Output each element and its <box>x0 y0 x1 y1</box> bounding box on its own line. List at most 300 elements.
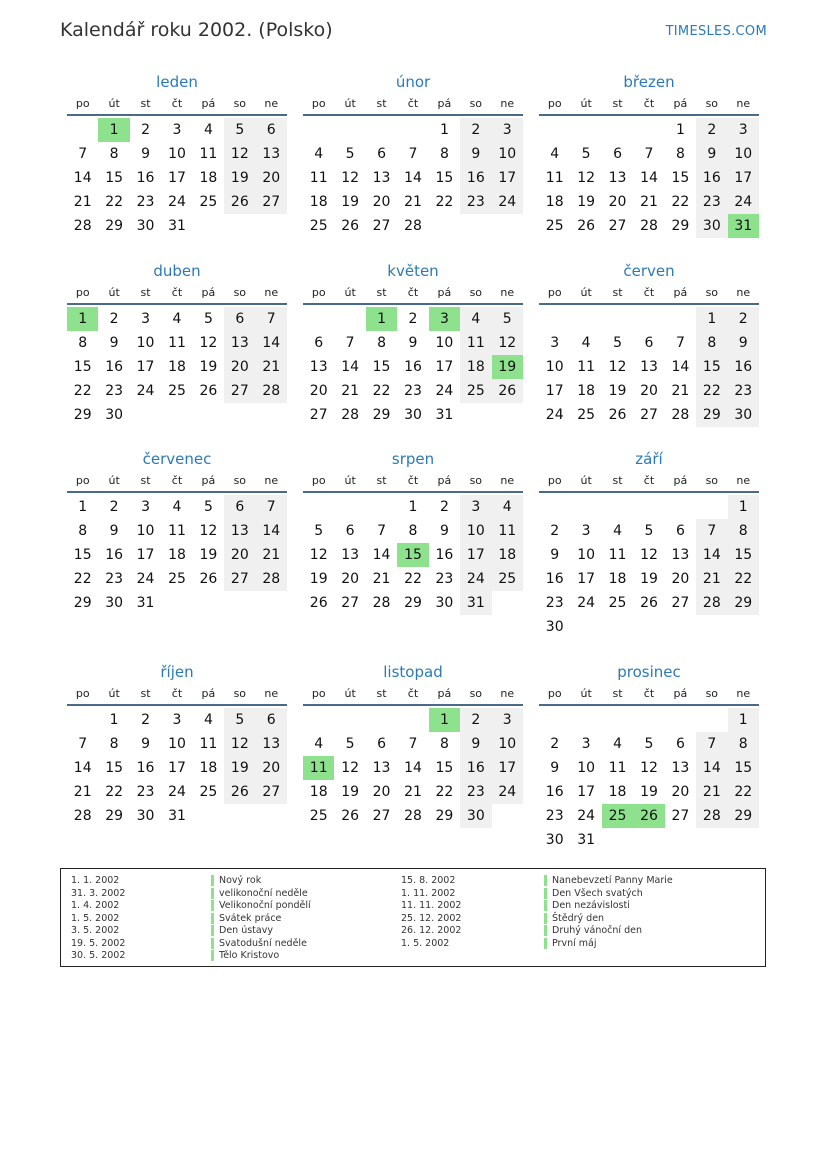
day-cell: 16 <box>545 784 564 800</box>
day-cell: 5 <box>581 146 591 162</box>
day-cell: 5 <box>224 118 255 142</box>
day-cell: 19 <box>309 571 328 587</box>
week-row <box>67 756 287 780</box>
empty-cell <box>67 708 98 732</box>
day-cell: 14 <box>73 760 92 776</box>
day-cell: 27 <box>671 595 690 611</box>
week-row <box>539 615 759 639</box>
week-row <box>539 519 759 543</box>
day-cell: 13 <box>608 170 627 186</box>
day-cell: 18 <box>608 784 627 800</box>
day-cell: 26 <box>199 571 218 587</box>
day-cell: 5 <box>492 307 523 331</box>
month-8 <box>303 447 523 615</box>
day-cell: 29 <box>435 808 454 824</box>
day-cell: 15 <box>728 756 759 780</box>
month-name: září <box>635 450 663 468</box>
day-cell: 30 <box>136 808 155 824</box>
empty-cell <box>539 118 570 142</box>
week-row <box>539 331 759 355</box>
weekday-label: út <box>580 286 592 299</box>
holiday-day-cell: 31 <box>728 214 759 238</box>
day-cell: 2 <box>728 307 759 331</box>
day-cell: 25 <box>199 784 218 800</box>
empty-cell <box>633 708 664 732</box>
week-row <box>303 804 523 828</box>
month-2 <box>303 70 523 238</box>
weekday-label: út <box>580 687 592 700</box>
weekday-label: ne <box>500 687 515 700</box>
weekday-label: so <box>469 474 483 487</box>
day-cell: 14 <box>341 359 360 375</box>
empty-cell <box>193 403 224 427</box>
day-cell: 23 <box>460 190 491 214</box>
month-name: červenec <box>142 450 212 468</box>
day-cell: 8 <box>78 523 88 539</box>
weekday-label: po <box>75 286 90 299</box>
empty-cell <box>161 591 192 615</box>
weekday-label: pá <box>673 286 688 299</box>
day-cell: 15 <box>105 760 124 776</box>
day-cell: 9 <box>460 142 491 166</box>
brand-logo[interactable]: TIMESLES.COM <box>665 24 767 39</box>
day-cell: 19 <box>640 784 658 800</box>
day-cell: 18 <box>460 355 491 379</box>
legend-holiday-name: Svatodušní neděle <box>211 938 307 949</box>
day-cell: 28 <box>341 407 360 423</box>
weekday-label: po <box>311 687 326 700</box>
day-cell: 21 <box>341 383 360 399</box>
day-cell: 26 <box>492 379 523 403</box>
weekday-label: pá <box>673 474 688 487</box>
day-cell: 18 <box>309 784 328 800</box>
week-row <box>67 118 287 142</box>
day-cell: 17 <box>545 383 564 399</box>
empty-cell <box>256 591 287 615</box>
week-row <box>539 190 759 214</box>
weekday-label: čt <box>643 97 655 110</box>
day-cell: 10 <box>460 519 491 543</box>
day-cell: 4 <box>613 523 623 539</box>
legend-holiday-name: Svátek práce <box>211 913 281 924</box>
empty-cell <box>334 708 365 732</box>
day-cell: 15 <box>671 170 690 186</box>
day-cell: 25 <box>309 808 328 824</box>
day-cell: 21 <box>73 194 92 210</box>
weekday-label: čt <box>407 286 419 299</box>
day-cell: 14 <box>671 359 690 375</box>
day-cell: 23 <box>105 571 124 587</box>
legend-holiday-name: Tělo Kristovo <box>211 950 279 961</box>
day-cell: 8 <box>109 146 119 162</box>
day-cell: 5 <box>644 523 654 539</box>
empty-cell <box>570 118 601 142</box>
weekday-label: st <box>140 97 151 110</box>
empty-cell <box>334 118 365 142</box>
day-cell: 25 <box>577 407 596 423</box>
month-name: květen <box>387 262 439 280</box>
month-1 <box>67 70 287 238</box>
weekday-label: pá <box>673 687 688 700</box>
day-cell: 20 <box>372 194 391 210</box>
day-cell: 21 <box>404 784 422 800</box>
day-cell: 27 <box>224 379 255 403</box>
day-cell: 28 <box>256 567 287 591</box>
day-cell: 26 <box>608 407 627 423</box>
day-cell: 2 <box>141 122 151 138</box>
legend-date: 1. 11. 2002 <box>401 887 456 899</box>
empty-cell <box>492 214 523 238</box>
weekday-label: ne <box>264 286 279 299</box>
day-cell: 26 <box>640 595 658 611</box>
day-cell: 24 <box>728 190 759 214</box>
empty-cell <box>256 804 287 828</box>
day-cell: 26 <box>309 595 328 611</box>
day-cell: 26 <box>341 218 360 234</box>
day-cell: 11 <box>577 359 596 375</box>
day-cell: 31 <box>168 218 186 234</box>
day-cell: 25 <box>492 567 523 591</box>
day-cell: 29 <box>73 595 92 611</box>
day-cell: 11 <box>545 170 564 186</box>
empty-cell <box>397 118 428 142</box>
day-cell: 2 <box>550 736 560 752</box>
day-cell: 27 <box>608 218 627 234</box>
empty-cell <box>366 708 397 732</box>
day-cell: 7 <box>78 146 88 162</box>
day-cell: 3 <box>460 495 491 519</box>
day-cell: 11 <box>460 331 491 355</box>
week-row <box>67 379 287 403</box>
day-cell: 22 <box>404 571 422 587</box>
day-cell: 8 <box>675 146 685 162</box>
day-cell: 28 <box>696 804 727 828</box>
day-cell: 20 <box>608 194 627 210</box>
empty-cell <box>366 118 397 142</box>
day-cell: 19 <box>224 756 255 780</box>
empty-cell <box>602 118 633 142</box>
week-row <box>539 379 759 403</box>
month-10 <box>67 660 287 828</box>
weekday-label: út <box>108 97 120 110</box>
day-cell: 13 <box>256 732 287 756</box>
day-cell: 5 <box>203 499 213 515</box>
weekday-label: čt <box>171 474 183 487</box>
month-name: březen <box>623 73 675 91</box>
empty-cell <box>429 214 460 238</box>
weekday-label: po <box>311 97 326 110</box>
day-cell: 2 <box>109 311 119 327</box>
month-name: srpen <box>391 450 435 468</box>
weekday-label: út <box>344 286 356 299</box>
day-cell: 4 <box>203 712 213 728</box>
weekday-header <box>303 684 523 706</box>
legend-holiday-name: První máj <box>544 938 597 949</box>
weekday-header <box>539 684 759 706</box>
empty-cell <box>492 591 523 615</box>
weekday-label: út <box>108 687 120 700</box>
day-cell: 11 <box>168 523 186 539</box>
day-cell: 20 <box>341 571 360 587</box>
month-5 <box>303 259 523 427</box>
day-cell: 12 <box>608 359 627 375</box>
day-cell: 26 <box>341 808 360 824</box>
month-name: říjen <box>160 663 194 681</box>
weekday-label: ne <box>264 474 279 487</box>
day-cell: 21 <box>404 194 422 210</box>
day-cell: 3 <box>141 499 151 515</box>
day-cell: 12 <box>341 170 360 186</box>
week-row <box>303 307 523 331</box>
week-row <box>539 591 759 615</box>
day-cell: 12 <box>492 331 523 355</box>
day-cell: 31 <box>460 591 491 615</box>
weekday-label: čt <box>171 687 183 700</box>
day-cell: 23 <box>545 808 564 824</box>
weekday-label: ne <box>736 474 751 487</box>
day-cell: 28 <box>696 591 727 615</box>
weekday-label: ne <box>736 97 751 110</box>
day-cell: 22 <box>73 571 92 587</box>
empty-cell <box>570 307 601 331</box>
week-row <box>303 567 523 591</box>
day-cell: 16 <box>136 170 155 186</box>
day-cell: 17 <box>492 756 523 780</box>
weekday-label: st <box>376 97 387 110</box>
weekday-label: ne <box>736 286 751 299</box>
day-cell: 19 <box>640 571 658 587</box>
legend-holiday-name: Nanebevzetí Panny Marie <box>544 875 673 886</box>
week-row <box>303 214 523 238</box>
legend-date: 1. 5. 2002 <box>71 912 120 924</box>
empty-cell <box>224 804 255 828</box>
weekday-label: čt <box>407 474 419 487</box>
day-cell: 22 <box>105 194 124 210</box>
day-cell: 3 <box>492 708 523 732</box>
day-cell: 28 <box>73 808 92 824</box>
day-cell: 23 <box>728 379 759 403</box>
day-cell: 23 <box>136 784 155 800</box>
weekday-label: so <box>233 474 247 487</box>
legend-holiday-name: Den Všech svatých <box>544 888 643 899</box>
day-cell: 30 <box>136 218 155 234</box>
weekday-label: ne <box>264 97 279 110</box>
day-cell: 26 <box>224 190 255 214</box>
weekday-label: ne <box>264 687 279 700</box>
day-cell: 4 <box>492 495 523 519</box>
day-cell: 16 <box>136 760 155 776</box>
day-cell: 19 <box>608 383 627 399</box>
day-cell: 16 <box>460 166 491 190</box>
day-cell: 14 <box>404 170 422 186</box>
week-row <box>539 142 759 166</box>
weekday-label: po <box>547 474 562 487</box>
week-row <box>539 567 759 591</box>
weekday-label: čt <box>407 687 419 700</box>
day-cell: 11 <box>608 760 627 776</box>
day-cell: 10 <box>492 732 523 756</box>
day-cell: 1 <box>728 708 759 732</box>
weekday-label: po <box>75 687 90 700</box>
day-cell: 24 <box>545 407 564 423</box>
day-cell: 24 <box>492 780 523 804</box>
day-cell: 15 <box>696 355 727 379</box>
week-row <box>303 190 523 214</box>
day-cell: 8 <box>728 732 759 756</box>
day-cell: 4 <box>314 736 324 752</box>
day-cell: 2 <box>460 708 491 732</box>
day-cell: 1 <box>728 495 759 519</box>
week-row <box>539 355 759 379</box>
day-cell: 16 <box>460 756 491 780</box>
legend-date: 26. 12. 2002 <box>401 925 462 936</box>
day-cell: 2 <box>109 499 119 515</box>
day-cell: 29 <box>728 804 759 828</box>
day-cell: 23 <box>435 571 454 587</box>
week-row <box>303 142 523 166</box>
day-cell: 20 <box>256 756 287 780</box>
weekday-header <box>303 94 523 116</box>
weekday-label: ne <box>500 286 515 299</box>
day-cell: 12 <box>640 760 658 776</box>
day-cell: 9 <box>696 142 727 166</box>
day-cell: 11 <box>608 547 627 563</box>
weekday-label: st <box>140 286 151 299</box>
day-cell: 1 <box>78 499 88 515</box>
empty-cell <box>633 118 664 142</box>
weekday-label: čt <box>643 474 655 487</box>
legend-date: 11. 11. 2002 <box>401 900 462 911</box>
day-cell: 25 <box>608 595 627 611</box>
weekday-label: st <box>612 286 623 299</box>
day-cell: 30 <box>435 595 454 611</box>
week-row <box>539 708 759 732</box>
day-cell: 10 <box>545 359 564 375</box>
empty-cell <box>570 495 601 519</box>
week-row <box>303 708 523 732</box>
week-row <box>67 591 287 615</box>
day-cell: 8 <box>408 523 418 539</box>
day-cell: 12 <box>640 547 658 563</box>
week-row <box>67 403 287 427</box>
day-cell: 8 <box>109 736 119 752</box>
week-row <box>67 543 287 567</box>
day-cell: 5 <box>224 708 255 732</box>
holiday-day-cell: 1 <box>366 307 397 331</box>
weekday-label: pá <box>201 474 216 487</box>
empty-cell <box>334 307 365 331</box>
holiday-legend <box>60 868 766 967</box>
legend-date: 31. 3. 2002 <box>71 887 126 899</box>
day-cell: 14 <box>73 170 92 186</box>
empty-cell <box>256 403 287 427</box>
day-cell: 26 <box>199 383 218 399</box>
weekday-label: po <box>547 97 562 110</box>
day-cell: 1 <box>696 307 727 331</box>
week-row <box>303 379 523 403</box>
day-cell: 6 <box>256 118 287 142</box>
empty-cell <box>696 495 727 519</box>
day-cell: 2 <box>696 118 727 142</box>
month-name: duben <box>153 262 201 280</box>
empty-cell <box>193 214 224 238</box>
day-cell: 28 <box>640 218 658 234</box>
weekday-header <box>539 94 759 116</box>
day-cell: 22 <box>435 194 454 210</box>
day-cell: 24 <box>168 194 186 210</box>
weekday-label: so <box>469 97 483 110</box>
week-row <box>539 804 759 828</box>
day-cell: 27 <box>640 407 658 423</box>
day-cell: 21 <box>640 194 658 210</box>
week-row <box>67 519 287 543</box>
empty-cell <box>728 828 759 852</box>
empty-cell <box>633 495 664 519</box>
empty-cell <box>696 615 727 639</box>
day-cell: 25 <box>199 194 218 210</box>
day-cell: 7 <box>696 519 727 543</box>
day-cell: 20 <box>224 355 255 379</box>
day-cell: 25 <box>460 379 491 403</box>
day-cell: 25 <box>309 218 328 234</box>
day-cell: 10 <box>435 335 454 351</box>
day-cell: 30 <box>545 619 564 635</box>
legend-holiday-name: Velikonoční pondělí <box>211 900 311 911</box>
day-cell: 19 <box>224 166 255 190</box>
day-cell: 8 <box>439 736 449 752</box>
day-cell: 17 <box>577 571 596 587</box>
empty-cell <box>602 307 633 331</box>
empty-cell <box>602 708 633 732</box>
day-cell: 23 <box>404 383 422 399</box>
day-cell: 7 <box>256 307 287 331</box>
day-cell: 31 <box>136 595 155 611</box>
empty-cell <box>665 708 696 732</box>
month-12 <box>539 660 759 852</box>
day-cell: 2 <box>550 523 560 539</box>
legend-names-column <box>544 875 673 950</box>
empty-cell <box>539 708 570 732</box>
day-cell: 7 <box>256 495 287 519</box>
day-cell: 20 <box>224 543 255 567</box>
day-cell: 9 <box>728 331 759 355</box>
empty-cell <box>570 708 601 732</box>
day-cell: 30 <box>404 407 422 423</box>
day-cell: 21 <box>671 383 690 399</box>
day-cell: 29 <box>696 403 727 427</box>
day-cell: 3 <box>728 118 759 142</box>
day-cell: 25 <box>168 383 186 399</box>
day-cell: 15 <box>435 170 454 186</box>
day-cell: 16 <box>105 547 124 563</box>
day-cell: 20 <box>671 784 690 800</box>
day-cell: 22 <box>73 383 92 399</box>
day-cell: 8 <box>728 519 759 543</box>
legend-holiday-name: Druhý vánoční den <box>544 925 642 936</box>
weekday-header <box>303 283 523 305</box>
holiday-day-cell: 11 <box>303 756 334 780</box>
day-cell: 20 <box>640 383 658 399</box>
day-cell: 29 <box>372 407 391 423</box>
legend-holiday-name: Den ústavy <box>211 925 273 936</box>
day-cell: 17 <box>136 359 155 375</box>
day-cell: 23 <box>460 780 491 804</box>
weekday-label: st <box>376 474 387 487</box>
legend-dates-column <box>401 875 461 950</box>
day-cell: 25 <box>545 218 564 234</box>
day-cell: 20 <box>671 571 690 587</box>
day-cell: 13 <box>224 519 255 543</box>
